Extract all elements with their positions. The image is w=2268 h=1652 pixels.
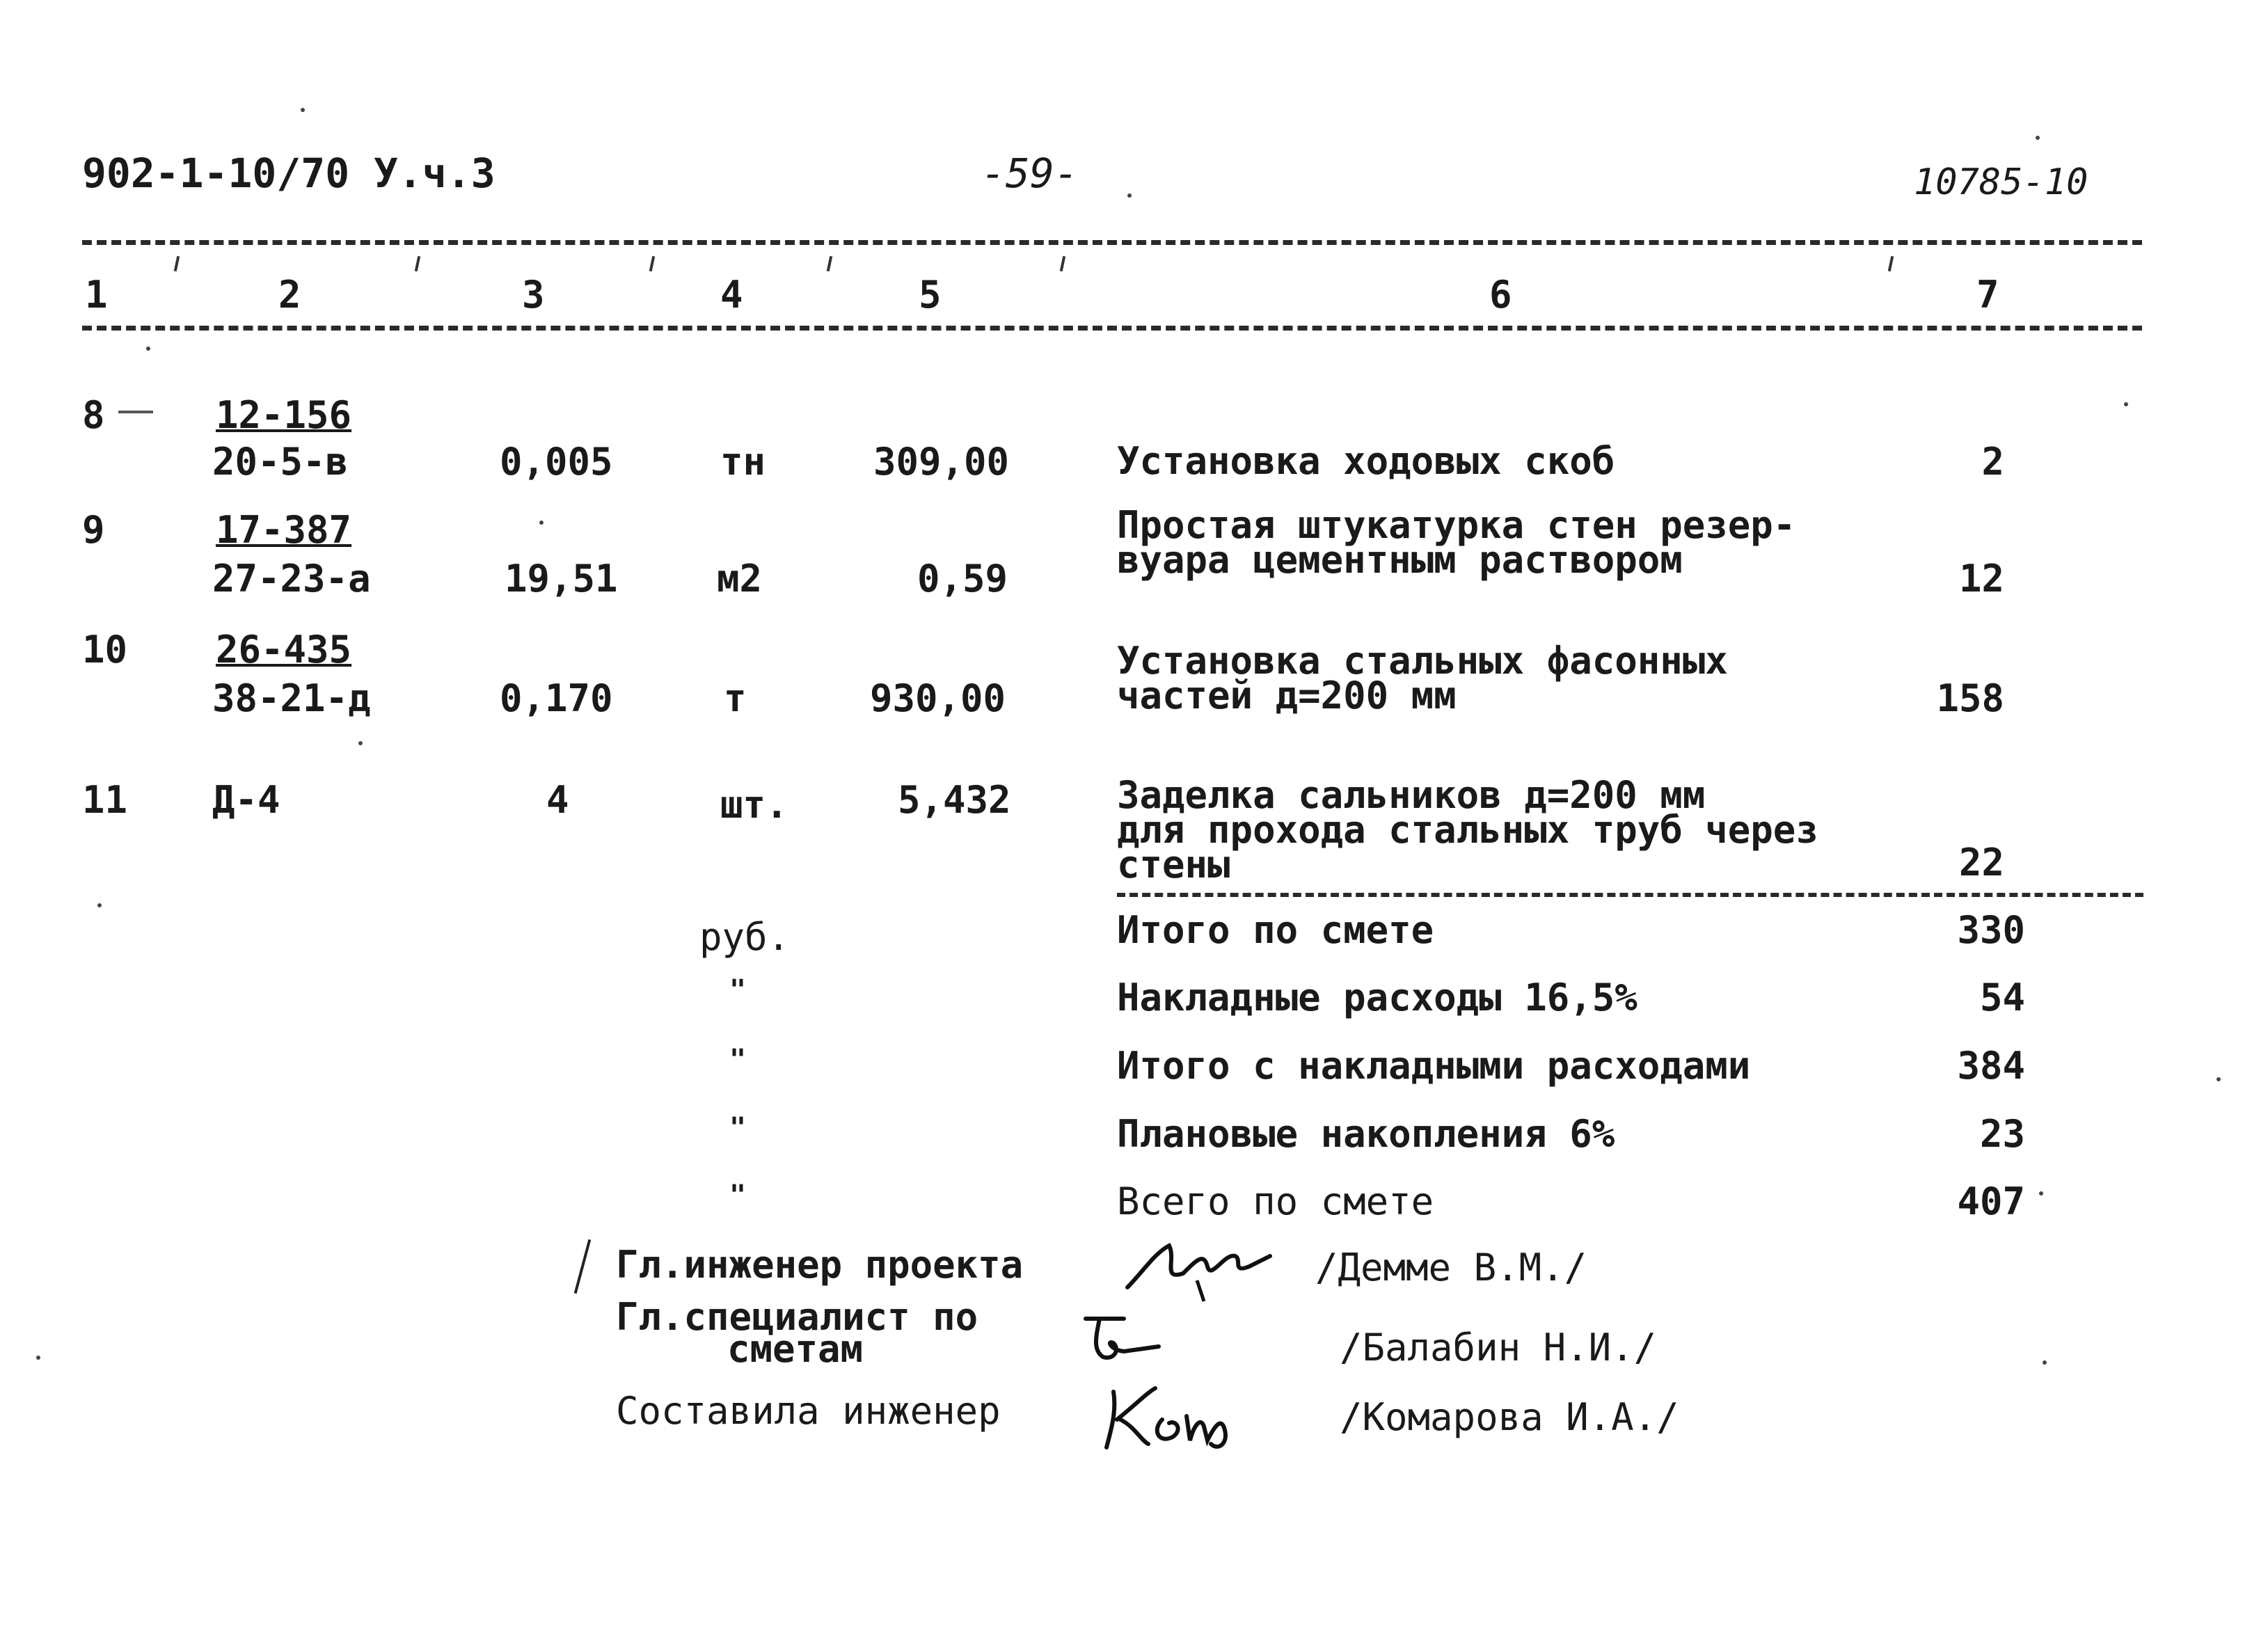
- title-line: Гл.специалист по: [616, 1295, 978, 1339]
- scan-speck: [2036, 136, 2040, 140]
- ditto-mark: ": [729, 974, 747, 1006]
- page-number: -59-: [981, 150, 1079, 197]
- quantity: 0,170: [500, 676, 613, 720]
- description-line: частей д=200 мм: [1117, 674, 1457, 717]
- scan-speck: [2124, 402, 2128, 406]
- unit-price: 930,00: [870, 676, 1006, 720]
- column-separator: [174, 256, 180, 271]
- unit: шт.: [720, 783, 788, 827]
- row-number: 9: [82, 508, 105, 552]
- ditto-mark: ": [729, 1180, 747, 1212]
- column-number-5: 5: [919, 273, 942, 317]
- row-total: 158: [1936, 676, 2004, 720]
- unit: т: [724, 676, 747, 720]
- column-separator: [1888, 256, 1894, 271]
- scan-speck: [358, 741, 363, 745]
- scan-speck: [36, 1356, 40, 1360]
- unit-price: 5,432: [898, 778, 1011, 822]
- row-number: 11: [82, 778, 128, 822]
- column-number-4: 4: [720, 273, 743, 317]
- summary-label: Итого с накладными расходами: [1117, 1044, 1751, 1088]
- summary-value: 330: [1957, 908, 2025, 952]
- summary-label: Плановые накопления 6%: [1117, 1112, 1615, 1156]
- summary-label: Итого по смете: [1117, 908, 1434, 952]
- summary-label: Всего по смете: [1117, 1180, 1434, 1223]
- column-number-7: 7: [1976, 273, 1999, 317]
- norm-code-top: 12-156: [216, 393, 352, 437]
- handwritten-signature: [1100, 1378, 1253, 1454]
- description-line: стены: [1117, 843, 1230, 887]
- signatory-name: /Комарова И.А./: [1340, 1395, 1679, 1439]
- ditto-mark: ": [729, 1044, 747, 1076]
- description-line: Установка стальных фасонных: [1117, 639, 1728, 683]
- work-description: [1117, 503, 1796, 582]
- summary-value: 23: [1979, 1112, 2025, 1156]
- description-line: Установка ходовых скоб: [1117, 439, 1615, 483]
- norm-code-bottom: 27-23-а: [212, 557, 371, 601]
- column-number-6: 6: [1489, 273, 1512, 317]
- row-number: 10: [82, 628, 128, 672]
- summary-rule: [1117, 893, 2143, 897]
- column-separator: [827, 256, 832, 271]
- column-number-2: 2: [278, 273, 301, 317]
- unit: м2: [717, 557, 763, 601]
- work-description: [1117, 439, 1615, 483]
- scan-speck: [539, 521, 544, 525]
- signatory-title: Гл.инженер проекта: [616, 1243, 1024, 1287]
- row-number: 8: [82, 393, 105, 437]
- scan-speck: [301, 108, 305, 112]
- header-bottom-rule: [82, 326, 2142, 331]
- signatory-title: [616, 1295, 978, 1371]
- summary-label: Накладные расходы 16,5%: [1117, 976, 1637, 1019]
- summary-value: 384: [1957, 1044, 2025, 1088]
- signatory-title: Составила инженер: [616, 1389, 1001, 1433]
- signatory-name: /Демме В.М./: [1315, 1246, 1587, 1289]
- column-separator: [415, 256, 420, 271]
- archive-number: 10785-10: [1914, 161, 2088, 203]
- signatory-name: /Балабин Н.И./: [1340, 1326, 1657, 1369]
- row-total: 2: [1981, 440, 2004, 484]
- header-top-rule: [82, 240, 2142, 245]
- ditto-mark: ": [729, 1112, 747, 1144]
- scan-speck: [146, 347, 150, 351]
- unit-price: 0,59: [917, 557, 1008, 601]
- scan-speck: [2039, 1191, 2043, 1196]
- unit-price: 309,00: [873, 440, 1010, 484]
- summary-value: 54: [1979, 976, 2025, 1019]
- column-number-3: 3: [522, 273, 545, 317]
- scan-speck: [2043, 1360, 2047, 1365]
- norm-code-bottom: 38-21-д: [212, 676, 371, 720]
- scan-speck: [1127, 193, 1132, 198]
- description-line: Простая штукатурка стен резер-: [1117, 503, 1796, 547]
- description-line: вуара цементным раствором: [1117, 538, 1683, 582]
- norm-code-bottom: 20-5-в: [212, 440, 349, 484]
- norm-code-top: 17-387: [216, 508, 352, 552]
- description-line: для прохода стальных труб через: [1117, 808, 1818, 852]
- scan-speck: [2217, 1077, 2221, 1081]
- row-total: 22: [1958, 841, 2004, 884]
- column-separator: [1060, 256, 1065, 271]
- work-description: [1117, 639, 1728, 717]
- column-separator: [649, 256, 655, 271]
- document-code: 902-1-10/70 У.ч.3: [82, 150, 495, 197]
- handwritten-signature: [1120, 1232, 1280, 1308]
- norm-code-top: 26-435: [216, 628, 352, 672]
- title-line: сметам: [727, 1327, 864, 1371]
- quantity: 19,51: [505, 557, 618, 601]
- margin-slash-mark: [574, 1239, 592, 1294]
- summary-value: 407: [1957, 1180, 2025, 1223]
- quantity: 0,005: [500, 440, 613, 484]
- summary-unit: руб.: [699, 915, 791, 959]
- quantity: 4: [546, 778, 569, 822]
- dash-mark: [118, 411, 153, 413]
- row-total: 12: [1958, 557, 2004, 601]
- column-number-1: 1: [85, 273, 108, 317]
- description-line: Заделка сальников д=200 мм: [1117, 773, 1706, 817]
- handwritten-signature: [1082, 1308, 1173, 1371]
- scan-speck: [97, 903, 102, 907]
- work-description: [1117, 773, 1818, 887]
- unit: тн: [720, 440, 766, 484]
- norm-code-top: Д-4: [212, 778, 280, 822]
